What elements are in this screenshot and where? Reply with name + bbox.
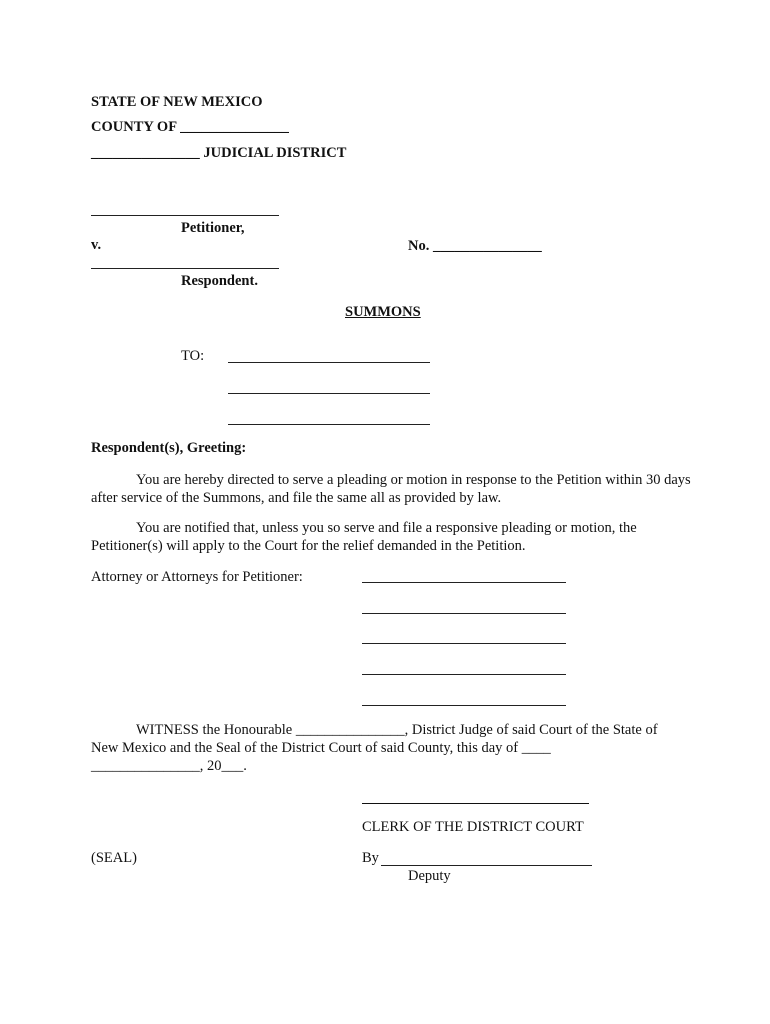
- versus-label: v.: [91, 237, 102, 253]
- case-number-line: No. _______________: [408, 238, 542, 254]
- witness-line-3: _______________, 20___.: [91, 758, 247, 774]
- attorney-label: Attorney or Attorneys for Petitioner:: [91, 569, 303, 585]
- deputy-signature-line[interactable]: [381, 865, 592, 866]
- attorney-line-1[interactable]: [362, 582, 566, 583]
- paragraph-notice: [91, 519, 691, 555]
- county-line: COUNTY OF _______________: [91, 119, 289, 135]
- document-title: SUMMONS: [345, 304, 421, 320]
- to-label: TO:: [181, 348, 205, 364]
- witness-line-1: WITNESS the Honourable _______________, District Judge of said Court of the State of: [136, 722, 658, 738]
- judicial-district-line: _______________ JUDICIAL DISTRICT: [91, 145, 347, 161]
- state-heading: STATE OF NEW MEXICO: [91, 94, 263, 110]
- attorney-line-2[interactable]: [362, 613, 566, 614]
- to-name-line-1[interactable]: [228, 362, 430, 363]
- attorney-line-3[interactable]: [362, 643, 566, 644]
- deputy-label: Deputy: [408, 868, 451, 884]
- seal-label: (SEAL): [91, 850, 137, 866]
- petitioner-label: Petitioner,: [181, 220, 245, 236]
- paragraph-serve-pleading: [91, 471, 691, 507]
- clerk-signature-line[interactable]: [362, 803, 589, 804]
- witness-line-2: New Mexico and the Seal of the District Court of said County, this day of ____: [91, 740, 551, 756]
- respondent-label: Respondent.: [181, 273, 258, 289]
- paragraph-notice-text: You are notified that, unless you so serve and file a responsive pleading or motion, the Petitioner(s) will apply to the Court for the relief demanded in the Petition.: [91, 520, 637, 554]
- petitioner-name-line[interactable]: [91, 215, 279, 216]
- by-label: By: [362, 850, 379, 866]
- attorney-line-5[interactable]: [362, 705, 566, 706]
- attorney-line-4[interactable]: [362, 674, 566, 675]
- paragraph-serve-pleading-text: You are hereby directed to serve a pleading or motion in response to the Petition within 30 days after service of the Summons, and file the same all as provided by law.: [91, 472, 691, 506]
- greeting-heading: Respondent(s), Greeting:: [91, 440, 247, 456]
- respondent-name-line[interactable]: [91, 268, 279, 269]
- clerk-label: CLERK OF THE DISTRICT COURT: [362, 819, 584, 835]
- to-name-line-3[interactable]: [228, 424, 430, 425]
- to-name-line-2[interactable]: [228, 393, 430, 394]
